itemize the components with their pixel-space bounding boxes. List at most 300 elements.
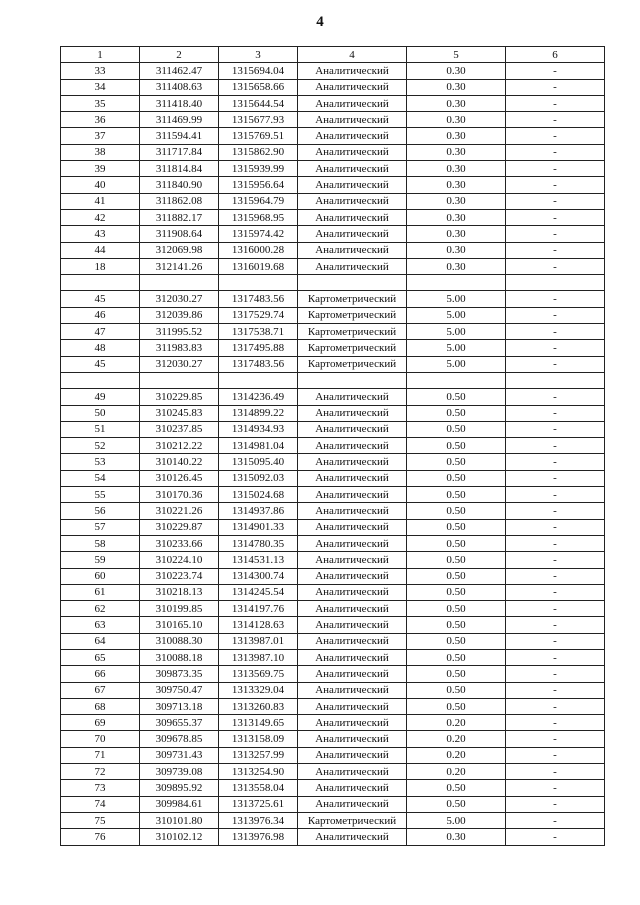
table-row [61, 112, 605, 128]
table-cell: 0.30 [407, 209, 506, 225]
table-cell: Картометрический [298, 340, 407, 356]
table-cell: 0.50 [407, 666, 506, 682]
table-cell: 0.50 [407, 519, 506, 535]
table-cell: - [506, 633, 605, 649]
table-cell: 311908.64 [140, 226, 219, 242]
table-cell: 0.30 [407, 177, 506, 193]
table-cell: 1314934.93 [219, 421, 298, 437]
table-cell: 36 [61, 112, 140, 128]
table-cell: - [506, 764, 605, 780]
table-cell: 311469.99 [140, 112, 219, 128]
table-cell: 1317483.56 [219, 356, 298, 372]
table-row [61, 519, 605, 535]
table-cell: 1314899.22 [219, 405, 298, 421]
table-cell: 1315694.04 [219, 63, 298, 79]
table-cell: 309713.18 [140, 698, 219, 714]
table-cell: Аналитический [298, 63, 407, 79]
table-cell: Аналитический [298, 796, 407, 812]
column-header: 1 [61, 47, 140, 63]
table-cell: 1317538.71 [219, 324, 298, 340]
table-cell: 1314300.74 [219, 568, 298, 584]
table-cell: - [506, 128, 605, 144]
table-row [61, 731, 605, 747]
table-cell: 0.50 [407, 780, 506, 796]
table-row [61, 747, 605, 763]
table-cell: 61 [61, 584, 140, 600]
table-cell: Аналитический [298, 161, 407, 177]
table-cell: 0.20 [407, 715, 506, 731]
table-cell: 70 [61, 731, 140, 747]
table-cell: - [506, 535, 605, 551]
table-cell: Аналитический [298, 747, 407, 763]
table-cell: Аналитический [298, 682, 407, 698]
table-cell: 312030.27 [140, 356, 219, 372]
table-cell: 0.30 [407, 112, 506, 128]
table-row [61, 666, 605, 682]
table-row [61, 291, 605, 307]
table-cell: 310237.85 [140, 421, 219, 437]
table-cell: 0.30 [407, 258, 506, 274]
table-cell: 310223.74 [140, 568, 219, 584]
table-cell: 57 [61, 519, 140, 535]
table-cell: Аналитический [298, 470, 407, 486]
table-cell: - [506, 829, 605, 845]
table-row [61, 79, 605, 95]
table-cell: Аналитический [298, 568, 407, 584]
table-cell: 310218.13 [140, 584, 219, 600]
table-cell: - [506, 552, 605, 568]
column-header: 6 [506, 47, 605, 63]
table-cell: 0.50 [407, 698, 506, 714]
table-cell: 54 [61, 470, 140, 486]
table-cell: Аналитический [298, 95, 407, 111]
table-cell: 0.50 [407, 796, 506, 812]
table-cell: 0.50 [407, 470, 506, 486]
table-cell: Картометрический [298, 812, 407, 828]
table-cell: 312030.27 [140, 291, 219, 307]
page-number: 4 [316, 14, 324, 30]
table-cell: 0.50 [407, 552, 506, 568]
table-cell: - [506, 177, 605, 193]
table-row [61, 389, 605, 405]
table-cell: Аналитический [298, 698, 407, 714]
table-cell: 309655.37 [140, 715, 219, 731]
table-cell: 1313558.04 [219, 780, 298, 796]
table-cell: 37 [61, 128, 140, 144]
table-cell: 1314780.35 [219, 535, 298, 551]
table-cell: 1314245.54 [219, 584, 298, 600]
table-cell: 1313976.34 [219, 812, 298, 828]
table-row [61, 487, 605, 503]
table-cell: - [506, 421, 605, 437]
table-cell: 310165.10 [140, 617, 219, 633]
table-cell: 0.50 [407, 503, 506, 519]
table-cell: - [506, 438, 605, 454]
table-row [61, 226, 605, 242]
table-cell: 0.50 [407, 438, 506, 454]
table-cell: 0.50 [407, 389, 506, 405]
table-cell: 311717.84 [140, 144, 219, 160]
table-cell: Аналитический [298, 128, 407, 144]
table-cell [407, 372, 506, 388]
table-cell: 310229.87 [140, 519, 219, 535]
table-cell: 35 [61, 95, 140, 111]
table-row [61, 144, 605, 160]
table-cell: - [506, 79, 605, 95]
table-cell: 311840.90 [140, 177, 219, 193]
table-cell: 75 [61, 812, 140, 828]
table-cell: - [506, 796, 605, 812]
table-cell: - [506, 747, 605, 763]
table-cell [219, 372, 298, 388]
table-cell: 34 [61, 79, 140, 95]
table-row [61, 128, 605, 144]
table-row [61, 340, 605, 356]
table-cell: Аналитический [298, 503, 407, 519]
table-cell: - [506, 649, 605, 665]
table-cell: Аналитический [298, 487, 407, 503]
table-cell: 312039.86 [140, 307, 219, 323]
table-cell: 0.50 [407, 535, 506, 551]
table-cell: 310140.22 [140, 454, 219, 470]
table-cell: 1313254.90 [219, 764, 298, 780]
table-cell: 72 [61, 764, 140, 780]
table-cell: 1314236.49 [219, 389, 298, 405]
table-cell: 1315974.42 [219, 226, 298, 242]
table-cell [298, 372, 407, 388]
table-cell: 1315964.79 [219, 193, 298, 209]
table-cell: 0.50 [407, 405, 506, 421]
table-row [61, 535, 605, 551]
table-cell: 1315677.93 [219, 112, 298, 128]
table-cell: 67 [61, 682, 140, 698]
table-cell: 1315644.54 [219, 95, 298, 111]
table-cell: 74 [61, 796, 140, 812]
table-cell: - [506, 731, 605, 747]
table-cell: - [506, 470, 605, 486]
table-cell: Картометрический [298, 356, 407, 372]
table-row [61, 454, 605, 470]
table-cell: 311408.63 [140, 79, 219, 95]
table-cell: 309750.47 [140, 682, 219, 698]
table-cell: 309873.35 [140, 666, 219, 682]
table-cell: 309739.08 [140, 764, 219, 780]
table-cell: Аналитический [298, 177, 407, 193]
table-cell: 47 [61, 324, 140, 340]
table-cell: 5.00 [407, 291, 506, 307]
table-cell: - [506, 487, 605, 503]
table-row [61, 698, 605, 714]
table-cell: 55 [61, 487, 140, 503]
table-cell: Аналитический [298, 438, 407, 454]
table-cell: 5.00 [407, 307, 506, 323]
table-cell: 1315024.68 [219, 487, 298, 503]
table-cell: Аналитический [298, 715, 407, 731]
table-cell: 44 [61, 242, 140, 258]
table-row [61, 161, 605, 177]
table-cell: 0.50 [407, 633, 506, 649]
table-cell: Аналитический [298, 633, 407, 649]
table-cell: 38 [61, 144, 140, 160]
header-row [61, 47, 605, 63]
table-cell: 1315095.40 [219, 454, 298, 470]
table-cell: 52 [61, 438, 140, 454]
table-row [61, 796, 605, 812]
table-cell: 312069.98 [140, 242, 219, 258]
table-cell: Аналитический [298, 666, 407, 682]
table-cell: Аналитический [298, 144, 407, 160]
table-row [61, 812, 605, 828]
table-row [61, 177, 605, 193]
table-cell: 0.30 [407, 63, 506, 79]
table-row [61, 682, 605, 698]
table-cell: - [506, 389, 605, 405]
table-cell: 5.00 [407, 324, 506, 340]
table-cell: 1316000.28 [219, 242, 298, 258]
table-cell: 46 [61, 307, 140, 323]
table-cell: 310221.26 [140, 503, 219, 519]
table-cell: Аналитический [298, 601, 407, 617]
table-cell: - [506, 454, 605, 470]
table-cell: 310088.30 [140, 633, 219, 649]
table-cell: - [506, 112, 605, 128]
table-cell: 56 [61, 503, 140, 519]
table-cell: Аналитический [298, 584, 407, 600]
table-cell: 66 [61, 666, 140, 682]
table-cell: 73 [61, 780, 140, 796]
table-cell: 0.50 [407, 421, 506, 437]
table-cell: - [506, 601, 605, 617]
table-cell: 40 [61, 177, 140, 193]
table-row [61, 242, 605, 258]
table-cell [407, 275, 506, 291]
column-header: 2 [140, 47, 219, 63]
table-cell: - [506, 584, 605, 600]
table-cell: Аналитический [298, 829, 407, 845]
column-header: 3 [219, 47, 298, 63]
table-row [61, 633, 605, 649]
table-cell: Аналитический [298, 209, 407, 225]
table-cell: 0.30 [407, 79, 506, 95]
table-cell: Картометрический [298, 307, 407, 323]
table-cell: 0.20 [407, 731, 506, 747]
table-cell: Картометрический [298, 291, 407, 307]
table-cell: 1314128.63 [219, 617, 298, 633]
table-cell: 59 [61, 552, 140, 568]
table-cell: 311862.08 [140, 193, 219, 209]
table-cell: - [506, 568, 605, 584]
table-cell: 1313260.83 [219, 698, 298, 714]
table-row [61, 552, 605, 568]
table-cell: Аналитический [298, 731, 407, 747]
table-cell: Картометрический [298, 324, 407, 340]
table-cell: Аналитический [298, 242, 407, 258]
table-cell: 0.50 [407, 487, 506, 503]
table-cell: 1314531.13 [219, 552, 298, 568]
table-row [61, 209, 605, 225]
table-row [61, 307, 605, 323]
table-cell: - [506, 356, 605, 372]
table-cell: - [506, 617, 605, 633]
table-header [61, 47, 605, 63]
table-cell: - [506, 666, 605, 682]
table-cell: 311814.84 [140, 161, 219, 177]
table-cell: 1315968.95 [219, 209, 298, 225]
table-cell: - [506, 812, 605, 828]
table-cell: 311995.52 [140, 324, 219, 340]
table-cell: 1313987.10 [219, 649, 298, 665]
table-cell: 68 [61, 698, 140, 714]
table-cell: 0.20 [407, 764, 506, 780]
table-cell: 310126.45 [140, 470, 219, 486]
table-row [61, 95, 605, 111]
table-cell: - [506, 698, 605, 714]
table-cell: 43 [61, 226, 140, 242]
table-cell: Аналитический [298, 764, 407, 780]
table-row [61, 617, 605, 633]
table-cell: Аналитический [298, 780, 407, 796]
table-cell: 18 [61, 258, 140, 274]
table-cell [140, 275, 219, 291]
table-cell: - [506, 226, 605, 242]
table-cell: Аналитический [298, 552, 407, 568]
table-row [61, 649, 605, 665]
table-cell: 1315092.03 [219, 470, 298, 486]
table-cell: 49 [61, 389, 140, 405]
table-cell: 69 [61, 715, 140, 731]
table-cell: - [506, 193, 605, 209]
table-cell: Аналитический [298, 79, 407, 95]
table-cell: 5.00 [407, 812, 506, 828]
table-cell: Аналитический [298, 535, 407, 551]
table-cell: Аналитический [298, 421, 407, 437]
table-cell: 1317495.88 [219, 340, 298, 356]
table-cell: 1313329.04 [219, 682, 298, 698]
table-cell: 60 [61, 568, 140, 584]
table-cell: 62 [61, 601, 140, 617]
table-cell: 1317483.56 [219, 291, 298, 307]
table-row [61, 584, 605, 600]
table-cell: 1313569.75 [219, 666, 298, 682]
table-cell: 0.50 [407, 568, 506, 584]
table-cell [506, 275, 605, 291]
table-cell: 310101.80 [140, 812, 219, 828]
table-cell: 0.50 [407, 649, 506, 665]
table-cell: 1315862.90 [219, 144, 298, 160]
table-cell: 0.50 [407, 617, 506, 633]
table-cell: 1315956.64 [219, 177, 298, 193]
table-cell: 1315769.51 [219, 128, 298, 144]
table-cell: 5.00 [407, 356, 506, 372]
table-cell: - [506, 307, 605, 323]
table-cell: 310088.18 [140, 649, 219, 665]
table-cell: 311983.83 [140, 340, 219, 356]
table-cell: 312141.26 [140, 258, 219, 274]
table-cell: 309731.43 [140, 747, 219, 763]
table-cell: 1313987.01 [219, 633, 298, 649]
table-cell: Аналитический [298, 112, 407, 128]
table-cell: Аналитический [298, 649, 407, 665]
table-row [61, 438, 605, 454]
table-cell: 0.30 [407, 829, 506, 845]
table-cell: 51 [61, 421, 140, 437]
table-cell: 310102.12 [140, 829, 219, 845]
table-cell: 5.00 [407, 340, 506, 356]
table-cell: 0.30 [407, 161, 506, 177]
table-cell: - [506, 715, 605, 731]
table-cell: 65 [61, 649, 140, 665]
table-cell: 63 [61, 617, 140, 633]
table-cell: 310245.83 [140, 405, 219, 421]
table-cell: - [506, 258, 605, 274]
table-body [61, 63, 605, 845]
table-cell: - [506, 340, 605, 356]
table-cell: 0.50 [407, 454, 506, 470]
table-cell: 1316019.68 [219, 258, 298, 274]
table-cell: 1313976.98 [219, 829, 298, 845]
table-cell: 311882.17 [140, 209, 219, 225]
table-cell [61, 275, 140, 291]
table-cell: 309678.85 [140, 731, 219, 747]
table-cell: 48 [61, 340, 140, 356]
table-cell: Аналитический [298, 193, 407, 209]
table-cell: - [506, 209, 605, 225]
table-cell: - [506, 161, 605, 177]
table-cell: Аналитический [298, 454, 407, 470]
table-cell: 42 [61, 209, 140, 225]
table-cell: - [506, 682, 605, 698]
table-cell: 1313725.61 [219, 796, 298, 812]
table-cell: 0.50 [407, 682, 506, 698]
table-cell [506, 372, 605, 388]
table-cell: 310170.36 [140, 487, 219, 503]
table-cell: 310233.66 [140, 535, 219, 551]
table-cell: 41 [61, 193, 140, 209]
table-cell: 0.30 [407, 144, 506, 160]
table-cell: - [506, 242, 605, 258]
table-cell: - [506, 503, 605, 519]
table-cell: 50 [61, 405, 140, 421]
table-row-blank [61, 275, 605, 291]
table-cell: 310224.10 [140, 552, 219, 568]
table-cell: 1313149.65 [219, 715, 298, 731]
table-cell: - [506, 519, 605, 535]
table-cell: 71 [61, 747, 140, 763]
table-cell: - [506, 324, 605, 340]
table-row [61, 324, 605, 340]
table-cell: 0.30 [407, 95, 506, 111]
table-row [61, 503, 605, 519]
table-row [61, 470, 605, 486]
table-cell: 45 [61, 291, 140, 307]
table-cell [219, 275, 298, 291]
table-cell [61, 372, 140, 388]
table-cell: 1315939.99 [219, 161, 298, 177]
table-cell: 45 [61, 356, 140, 372]
table-cell: 310229.85 [140, 389, 219, 405]
table-cell: 58 [61, 535, 140, 551]
table-row [61, 356, 605, 372]
table-row [61, 715, 605, 731]
table-cell: Аналитический [298, 519, 407, 535]
table-cell: 53 [61, 454, 140, 470]
table-cell: - [506, 95, 605, 111]
table-cell: - [506, 63, 605, 79]
table-cell: 0.30 [407, 193, 506, 209]
table-cell: 0.30 [407, 226, 506, 242]
table-row [61, 764, 605, 780]
table-cell: 1314901.33 [219, 519, 298, 535]
